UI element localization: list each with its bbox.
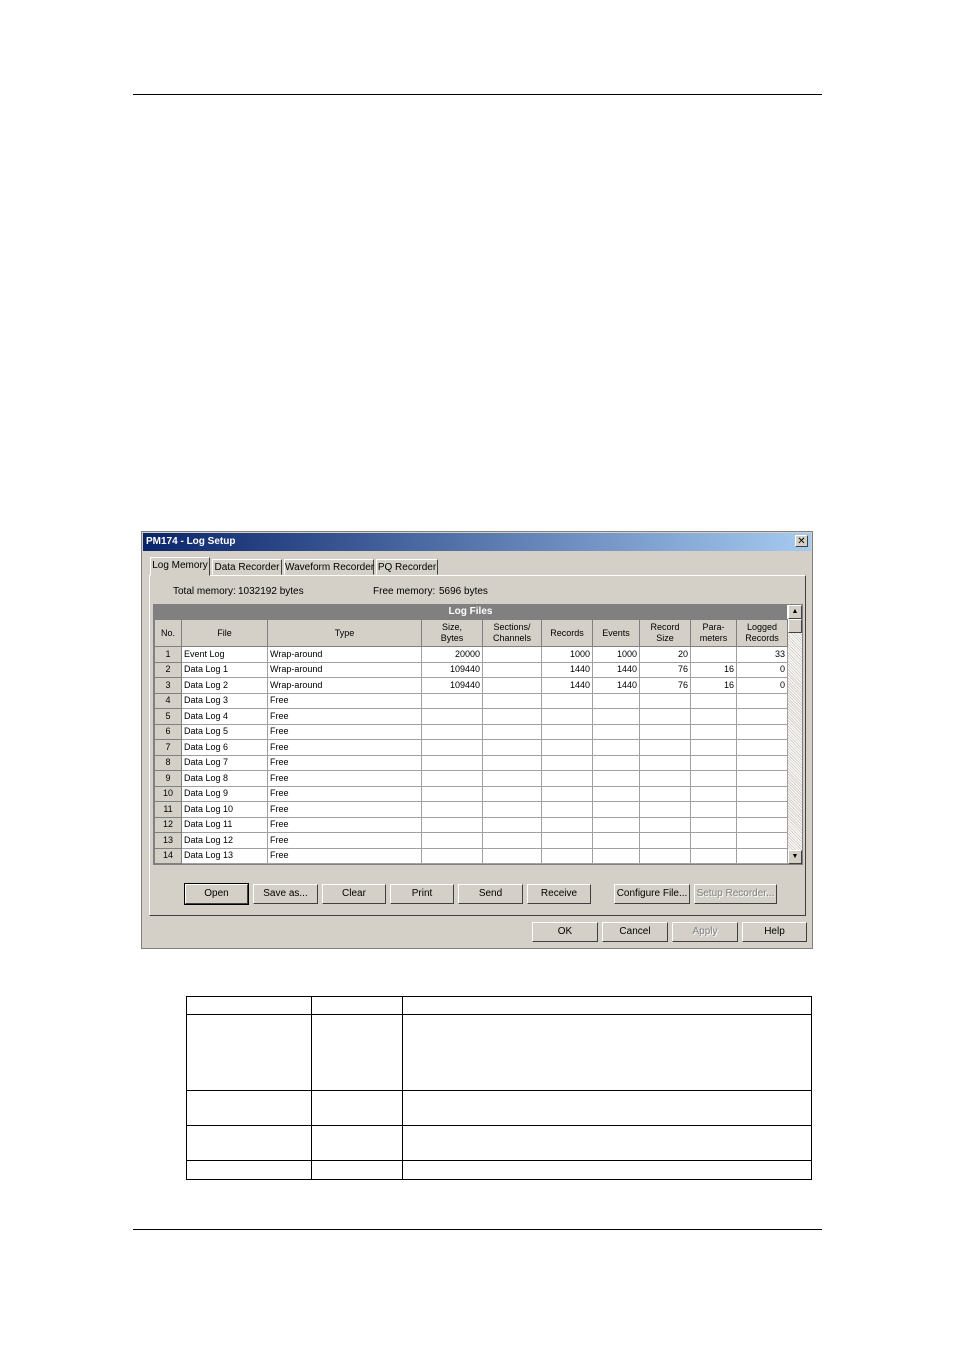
table-row[interactable]	[155, 678, 788, 694]
table-row[interactable]	[155, 647, 788, 663]
table-row	[187, 1015, 812, 1091]
grid-cell-events[interactable]	[593, 755, 640, 771]
grid-cell-parameters[interactable]	[691, 693, 737, 709]
row-number-cell[interactable]: 11	[155, 802, 182, 818]
grid-header-type[interactable]: Type	[268, 620, 422, 647]
table-row[interactable]	[155, 802, 788, 818]
grid-cell-parameters[interactable]	[691, 709, 737, 725]
row-number-cell[interactable]: 14	[155, 848, 182, 864]
table-row[interactable]	[155, 662, 788, 678]
grid-cell-sections[interactable]	[483, 755, 542, 771]
send-button[interactable]: Send	[458, 884, 523, 904]
grid-cell-parameters[interactable]	[691, 786, 737, 802]
grid-cell-size[interactable]	[422, 724, 483, 740]
grid-cell-file[interactable]: Data Log 13	[182, 848, 268, 864]
grid-cell-events[interactable]	[593, 848, 640, 864]
table-row[interactable]	[155, 740, 788, 756]
table-row	[187, 1091, 812, 1126]
grid-cell-sections[interactable]	[483, 833, 542, 849]
grid-cell-events[interactable]	[593, 740, 640, 756]
grid-cell-parameters[interactable]	[691, 848, 737, 864]
grid-cell-file[interactable]: Data Log 2	[182, 678, 268, 694]
grid-cell-records[interactable]	[542, 755, 593, 771]
grid-cell-events[interactable]	[593, 833, 640, 849]
grid-cell-record-size[interactable]	[640, 771, 691, 787]
grid-cell-file[interactable]: Data Log 6	[182, 740, 268, 756]
table-row	[187, 1161, 812, 1180]
grid-cell-logged-records[interactable]	[737, 755, 788, 771]
grid-cell-logged-records[interactable]: 0	[737, 678, 788, 694]
grid-cell-file[interactable]: Data Log 1	[182, 662, 268, 678]
grid-cell-records[interactable]: 1440	[542, 678, 593, 694]
grid-cell-logged-records[interactable]	[737, 693, 788, 709]
grid-cell-sections[interactable]	[483, 693, 542, 709]
table-row[interactable]	[155, 833, 788, 849]
free-memory-value: 5696 bytes	[439, 586, 488, 597]
grid-cell-events[interactable]: 1440	[593, 662, 640, 678]
grid-cell-file[interactable]: Data Log 3	[182, 693, 268, 709]
scroll-up-icon[interactable]: ▲	[788, 605, 802, 619]
grid-cell-logged-records[interactable]	[737, 740, 788, 756]
page-footer-rule	[133, 1229, 822, 1230]
grid-cell-sections[interactable]	[483, 709, 542, 725]
table-row	[187, 1126, 812, 1161]
row-number-cell[interactable]: 13	[155, 833, 182, 849]
grid-cell-sections[interactable]	[483, 678, 542, 694]
grid-cell-record-size[interactable]: 20	[640, 647, 691, 663]
tab-waveform-recorder[interactable]: Waveform Recorder	[284, 559, 374, 575]
help-button[interactable]: Help	[742, 922, 807, 942]
grid-cell-logged-records[interactable]: 0	[737, 662, 788, 678]
print-button[interactable]: Print	[390, 884, 454, 904]
grid-cell-logged-records[interactable]	[737, 724, 788, 740]
grid-cell-sections[interactable]	[483, 740, 542, 756]
grid-cell-sections[interactable]	[483, 724, 542, 740]
close-icon[interactable]: ✕	[795, 535, 808, 547]
log-setup-dialog	[141, 531, 813, 949]
grid-cell-size[interactable]	[422, 802, 483, 818]
grid-cell-parameters[interactable]	[691, 833, 737, 849]
tab-pq-recorder[interactable]: PQ Recorder	[376, 559, 438, 575]
grid-cell-parameters[interactable]	[691, 647, 737, 663]
grid-header-parameters[interactable]: Para- meters	[691, 620, 737, 647]
grid-cell-size[interactable]	[422, 817, 483, 833]
grid-cell-type[interactable]: Free	[268, 817, 422, 833]
clear-button[interactable]: Clear	[322, 884, 386, 904]
page-header-rule	[133, 94, 822, 95]
grid-cell-records[interactable]: 1000	[542, 647, 593, 663]
row-number-cell[interactable]: 8	[155, 755, 182, 771]
grid-cell-type[interactable]: Free	[268, 786, 422, 802]
table-row[interactable]	[155, 693, 788, 709]
grid-cell-records[interactable]	[542, 740, 593, 756]
grid-cell-records[interactable]	[542, 771, 593, 787]
grid-cell-records[interactable]: 1440	[542, 662, 593, 678]
grid-cell-size[interactable]	[422, 693, 483, 709]
grid-cell-records[interactable]	[542, 848, 593, 864]
apply-button[interactable]: Apply	[672, 922, 738, 942]
grid-cell-type[interactable]: Free	[268, 771, 422, 787]
grid-cell-size[interactable]: 109440	[422, 662, 483, 678]
grid-cell-sections[interactable]	[483, 802, 542, 818]
grid-cell-events[interactable]	[593, 693, 640, 709]
grid-cell-parameters[interactable]	[691, 817, 737, 833]
grid-cell-size[interactable]	[422, 771, 483, 787]
setup-recorder-button[interactable]: Setup Recorder...	[694, 884, 777, 904]
grid-cell-records[interactable]	[542, 802, 593, 818]
scroll-down-icon[interactable]: ▼	[788, 850, 802, 864]
grid-cell-file[interactable]: Data Log 7	[182, 755, 268, 771]
grid-cell-records[interactable]	[542, 724, 593, 740]
total-memory-label: Total memory:	[173, 586, 236, 597]
grid-cell-record-size[interactable]: 76	[640, 678, 691, 694]
grid-cell-type[interactable]: Free	[268, 802, 422, 818]
grid-cell-file[interactable]: Data Log 5	[182, 724, 268, 740]
grid-cell-type[interactable]: Wrap-around	[268, 678, 422, 694]
table-row	[187, 997, 812, 1015]
grid-cell-record-size[interactable]	[640, 740, 691, 756]
row-number-cell[interactable]: 7	[155, 740, 182, 756]
table-row[interactable]	[155, 755, 788, 771]
grid-cell-records[interactable]	[542, 709, 593, 725]
row-number-cell[interactable]: 1	[155, 647, 182, 663]
grid-cell-parameters[interactable]	[691, 771, 737, 787]
grid-cell-record-size[interactable]	[640, 817, 691, 833]
table-row[interactable]	[155, 817, 788, 833]
grid-cell-events[interactable]	[593, 709, 640, 725]
grid-header-record-size[interactable]: Record Size	[640, 620, 691, 647]
grid-cell-record-size[interactable]	[640, 693, 691, 709]
scroll-thumb[interactable]	[788, 619, 802, 633]
grid-cell-type[interactable]: Free	[268, 709, 422, 725]
save-as-button[interactable]: Save as...	[253, 884, 318, 904]
row-number-cell[interactable]: 2	[155, 662, 182, 678]
grid-cell-type[interactable]: Wrap-around	[268, 647, 422, 663]
total-memory-value: 1032192 bytes	[238, 586, 304, 597]
grid-cell-records[interactable]	[542, 817, 593, 833]
document-table	[186, 996, 812, 1180]
row-number-cell[interactable]: 9	[155, 771, 182, 787]
grid-cell-records[interactable]	[542, 786, 593, 802]
grid-cell-type[interactable]: Free	[268, 693, 422, 709]
table-row[interactable]	[155, 786, 788, 802]
grid-cell-parameters[interactable]: 16	[691, 678, 737, 694]
grid-header-events[interactable]: Events	[593, 620, 640, 647]
row-number-cell[interactable]: 6	[155, 724, 182, 740]
grid-cell-type[interactable]: Free	[268, 724, 422, 740]
grid-cell-record-size[interactable]	[640, 786, 691, 802]
grid-cell-file[interactable]: Data Log 10	[182, 802, 268, 818]
grid-cell-sections[interactable]	[483, 662, 542, 678]
grid-cell-record-size[interactable]	[640, 709, 691, 725]
grid-cell-file[interactable]: Data Log 4	[182, 709, 268, 725]
log-files-grid	[153, 604, 803, 865]
grid-cell-records[interactable]	[542, 833, 593, 849]
grid-cell-type[interactable]: Wrap-around	[268, 662, 422, 678]
grid-cell-sections[interactable]	[483, 817, 542, 833]
row-number-cell[interactable]: 12	[155, 817, 182, 833]
grid-cell-size[interactable]	[422, 740, 483, 756]
table-row[interactable]	[155, 771, 788, 787]
tab-log-memory[interactable]: Log Memory	[150, 557, 210, 576]
grid-cell-file[interactable]: Data Log 12	[182, 833, 268, 849]
grid-cell-logged-records[interactable]	[737, 848, 788, 864]
grid-cell-sections[interactable]	[483, 771, 542, 787]
grid-cell-size[interactable]	[422, 848, 483, 864]
grid-cell-logged-records[interactable]	[737, 802, 788, 818]
row-number-cell[interactable]: 3	[155, 678, 182, 694]
grid-header-size[interactable]: Size, Bytes	[422, 620, 483, 647]
dialog-title: PM174 - Log Setup	[146, 536, 236, 547]
grid-cell-record-size[interactable]	[640, 833, 691, 849]
grid-cell-parameters[interactable]	[691, 755, 737, 771]
grid-cell-logged-records[interactable]	[737, 833, 788, 849]
grid-cell-events[interactable]: 1000	[593, 647, 640, 663]
grid-cell-size[interactable]	[422, 755, 483, 771]
grid-cell-size[interactable]: 109440	[422, 678, 483, 694]
cancel-button[interactable]: Cancel	[602, 922, 668, 942]
grid-cell-events[interactable]	[593, 802, 640, 818]
grid-cell-parameters[interactable]	[691, 802, 737, 818]
grid-cell-logged-records[interactable]: 33	[737, 647, 788, 663]
open-button[interactable]: Open	[185, 884, 248, 904]
grid-cell-events[interactable]	[593, 786, 640, 802]
grid-header-file[interactable]: File	[182, 620, 268, 647]
grid-cell-events[interactable]: 1440	[593, 678, 640, 694]
grid-header-records[interactable]: Records	[542, 620, 593, 647]
grid-cell-record-size[interactable]	[640, 802, 691, 818]
tab-data-recorder[interactable]: Data Recorder	[212, 559, 282, 575]
grid-cell-record-size[interactable]	[640, 755, 691, 771]
receive-button[interactable]: Receive	[527, 884, 591, 904]
grid-cell-sections[interactable]	[483, 848, 542, 864]
grid-cell-record-size[interactable]: 76	[640, 662, 691, 678]
grid-header-logged-records[interactable]: Logged Records	[737, 620, 788, 647]
grid-caption: Log Files	[154, 605, 787, 619]
grid-cell-type[interactable]: Free	[268, 848, 422, 864]
free-memory-label: Free memory:	[373, 586, 436, 597]
grid-cell-file[interactable]: Data Log 11	[182, 817, 268, 833]
grid-cell-parameters[interactable]	[691, 724, 737, 740]
grid-cell-type[interactable]: Free	[268, 740, 422, 756]
grid-header-no[interactable]: No.	[155, 620, 182, 647]
grid-cell-file[interactable]: Data Log 9	[182, 786, 268, 802]
grid-cell-logged-records[interactable]	[737, 709, 788, 725]
table-row[interactable]	[155, 709, 788, 725]
grid-cell-record-size[interactable]	[640, 848, 691, 864]
grid-cell-parameters[interactable]	[691, 740, 737, 756]
grid-cell-logged-records[interactable]	[737, 771, 788, 787]
grid-cell-size[interactable]	[422, 786, 483, 802]
grid-cell-events[interactable]	[593, 817, 640, 833]
grid-cell-sections[interactable]	[483, 786, 542, 802]
grid-cell-size[interactable]	[422, 709, 483, 725]
grid-cell-file[interactable]: Data Log 8	[182, 771, 268, 787]
row-number-cell[interactable]: 10	[155, 786, 182, 802]
grid-cell-type[interactable]: Free	[268, 755, 422, 771]
grid-cell-parameters[interactable]: 16	[691, 662, 737, 678]
grid-cell-records[interactable]	[542, 693, 593, 709]
grid-cell-record-size[interactable]	[640, 724, 691, 740]
table-row[interactable]	[155, 724, 788, 740]
table-row[interactable]	[155, 848, 788, 864]
grid-cell-events[interactable]	[593, 724, 640, 740]
row-number-cell[interactable]: 4	[155, 693, 182, 709]
log-files-table	[154, 619, 788, 864]
grid-cell-sections[interactable]	[483, 647, 542, 663]
grid-cell-size[interactable]	[422, 833, 483, 849]
dialog-title-bar	[143, 533, 811, 551]
grid-header-sections[interactable]: Sections/ Channels	[483, 620, 542, 647]
grid-vertical-scrollbar[interactable]	[788, 605, 802, 864]
grid-cell-size[interactable]: 20000	[422, 647, 483, 663]
configure-file-button[interactable]: Configure File...	[614, 884, 690, 904]
grid-cell-events[interactable]	[593, 771, 640, 787]
row-number-cell[interactable]: 5	[155, 709, 182, 725]
ok-button[interactable]: OK	[532, 922, 598, 942]
grid-cell-logged-records[interactable]	[737, 786, 788, 802]
grid-cell-logged-records[interactable]	[737, 817, 788, 833]
grid-cell-type[interactable]: Free	[268, 833, 422, 849]
grid-cell-file[interactable]: Event Log	[182, 647, 268, 663]
